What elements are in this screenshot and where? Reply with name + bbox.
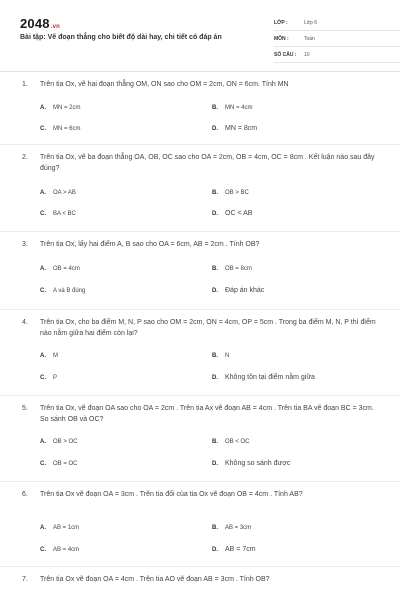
- option-text: OB = 4cm: [53, 266, 80, 272]
- option-letter: B.: [212, 525, 218, 531]
- option-letter: D.: [212, 288, 218, 294]
- option-letter: D.: [212, 547, 218, 553]
- option-c[interactable]: [40, 461, 78, 467]
- option-letter: B.: [212, 266, 218, 272]
- option-d[interactable]: [212, 374, 315, 381]
- question-text: Trên tia Ox vẽ đoạn OA = 4cm . Trên tia AO vẽ đoạn AB = 3cm . Tính OB?: [40, 576, 270, 583]
- option-b[interactable]: [212, 105, 253, 111]
- question-number: 1.: [22, 81, 28, 88]
- option-letter: D.: [212, 461, 218, 467]
- option-letter: A.: [40, 266, 46, 272]
- option-c[interactable]: [40, 126, 81, 132]
- option-letter: A.: [40, 439, 46, 445]
- option-text: Không so sánh được: [225, 460, 291, 467]
- option-text: OC < AB: [225, 210, 253, 217]
- option-letter: B.: [212, 353, 218, 359]
- option-a[interactable]: [40, 266, 80, 272]
- worksheet-title: Bài tập: Vẽ đoạn thẳng cho biết độ dài hay, chi tiết có đáp án: [20, 34, 222, 41]
- option-text: OB = 8cm: [225, 266, 252, 272]
- option-text: OB > OC: [53, 439, 78, 445]
- option-letter: C.: [40, 375, 46, 381]
- question-text: Trên tia Ox, vẽ đoạn OA sao cho OA = 2cm . Trên tia Ax vẽ đoạn AB = 4cm . Trên tia BA vẽ đoạn BC = 3cm. So sánh OB và OC?: [40, 405, 374, 423]
- meta-label: LỚP :: [274, 20, 288, 26]
- option-text: OB > BC: [225, 190, 249, 196]
- option-a[interactable]: [40, 439, 78, 445]
- meta-label: SỐ CÂU :: [274, 52, 297, 58]
- option-text: BA < BC: [53, 211, 76, 217]
- question-number: 3.: [22, 241, 28, 248]
- meta-row-count: [274, 50, 400, 63]
- logo-text: 2048: [20, 16, 50, 31]
- option-letter: C.: [40, 547, 46, 553]
- option-a[interactable]: [40, 353, 58, 359]
- header-divider: [0, 71, 400, 72]
- option-b[interactable]: [212, 266, 252, 272]
- option-letter: D.: [212, 375, 218, 381]
- option-b[interactable]: [212, 525, 251, 531]
- option-text: OB < OC: [225, 439, 250, 445]
- question-number: 5.: [22, 405, 28, 412]
- option-text: MN = 6cm: [53, 126, 81, 132]
- worksheet-meta: [274, 18, 400, 66]
- option-c[interactable]: [40, 211, 76, 217]
- option-letter: C.: [40, 461, 46, 467]
- option-text: A và B đúng: [53, 288, 86, 294]
- option-text: N: [225, 353, 230, 359]
- site-logo[interactable]: [20, 16, 60, 31]
- option-d[interactable]: [212, 460, 290, 467]
- meta-row-subject: [274, 34, 400, 47]
- option-text: AB = 1cm: [53, 525, 80, 531]
- logo-suffix: .vn: [50, 24, 61, 30]
- option-d[interactable]: [212, 287, 264, 294]
- option-text: P: [53, 375, 58, 381]
- question-text: Trên tia Ox, lấy hai điểm A, B sao cho OA = 6cm, AB = 2cm . Tính OB?: [40, 241, 260, 248]
- option-letter: B.: [212, 439, 218, 445]
- option-d[interactable]: [212, 125, 257, 132]
- option-text: AB = 4cm: [53, 547, 80, 553]
- option-letter: C.: [40, 126, 46, 132]
- option-letter: A.: [40, 525, 46, 531]
- option-letter: D.: [212, 126, 218, 132]
- option-d[interactable]: [212, 546, 256, 553]
- question-number: 6.: [22, 491, 28, 498]
- option-letter: B.: [212, 105, 218, 111]
- option-text: MN = 8cm: [225, 125, 258, 132]
- option-c[interactable]: [40, 288, 85, 294]
- option-letter: C.: [40, 211, 46, 217]
- option-text: MN = 2cm: [53, 105, 81, 111]
- question-divider: [0, 566, 400, 567]
- meta-value: Lớp 6: [304, 20, 318, 26]
- meta-value: Toán: [304, 36, 315, 42]
- option-text: AB = 3cm: [225, 525, 252, 531]
- option-letter: A.: [40, 190, 46, 196]
- option-c[interactable]: [40, 375, 57, 381]
- option-text: AB = 7cm: [225, 546, 256, 553]
- question-text: Trên tia Ox vẽ đoạn OA = 3cm . Trên tia đối của tia Ox vẽ đoạn OB = 4cm . Tính AB?: [40, 491, 303, 498]
- option-a[interactable]: [40, 525, 79, 531]
- option-text: MN = 4cm: [225, 105, 253, 111]
- question-text: Trên tia Ox, vẽ ba đoạn thẳng OA, OB, OC sao cho OA = 2cm, OB = 4cm, OC = 8cm . Kết luận nào sau đây đúng?: [40, 154, 375, 172]
- option-text: Không tồn tại điểm nằm giữa: [225, 374, 315, 381]
- question-text: Trên tia Ox, cho ba điểm M, N, P sao cho OM = 2cm, ON = 4cm, OP = 5cm . Trong ba điểm M, N, P thì điểm nào nằm giữa hai điểm còn lại?: [40, 319, 376, 337]
- question-divider: [0, 395, 400, 396]
- option-b[interactable]: [212, 439, 250, 445]
- question-divider: [0, 309, 400, 310]
- question-text: Trên tia Ox, vẽ hai đoạn thẳng OM, ON sao cho OM = 2cm, ON = 6cm. Tính MN: [40, 81, 289, 88]
- option-d[interactable]: [212, 210, 252, 217]
- option-letter: A.: [40, 353, 46, 359]
- question-divider: [0, 231, 400, 232]
- meta-label: MÔN :: [274, 36, 289, 42]
- option-c[interactable]: [40, 547, 79, 553]
- option-b[interactable]: [212, 353, 229, 359]
- option-text: OB = OC: [53, 461, 78, 467]
- option-letter: A.: [40, 105, 46, 111]
- option-b[interactable]: [212, 190, 249, 196]
- worksheet-header: [20, 14, 380, 68]
- option-a[interactable]: [40, 105, 81, 111]
- meta-value: 10: [304, 52, 310, 58]
- question-number: 2.: [22, 154, 28, 161]
- question-number: 7.: [22, 576, 28, 583]
- option-text: M: [53, 353, 58, 359]
- question-divider: [0, 144, 400, 145]
- option-a[interactable]: [40, 190, 76, 196]
- option-letter: C.: [40, 288, 46, 294]
- option-text: Đáp án khác: [225, 287, 265, 294]
- option-letter: B.: [212, 190, 218, 196]
- question-number: 4.: [22, 319, 28, 326]
- meta-row-class: [274, 18, 400, 31]
- option-text: OA > AB: [53, 190, 76, 196]
- question-divider: [0, 481, 400, 482]
- option-letter: D.: [212, 211, 218, 217]
